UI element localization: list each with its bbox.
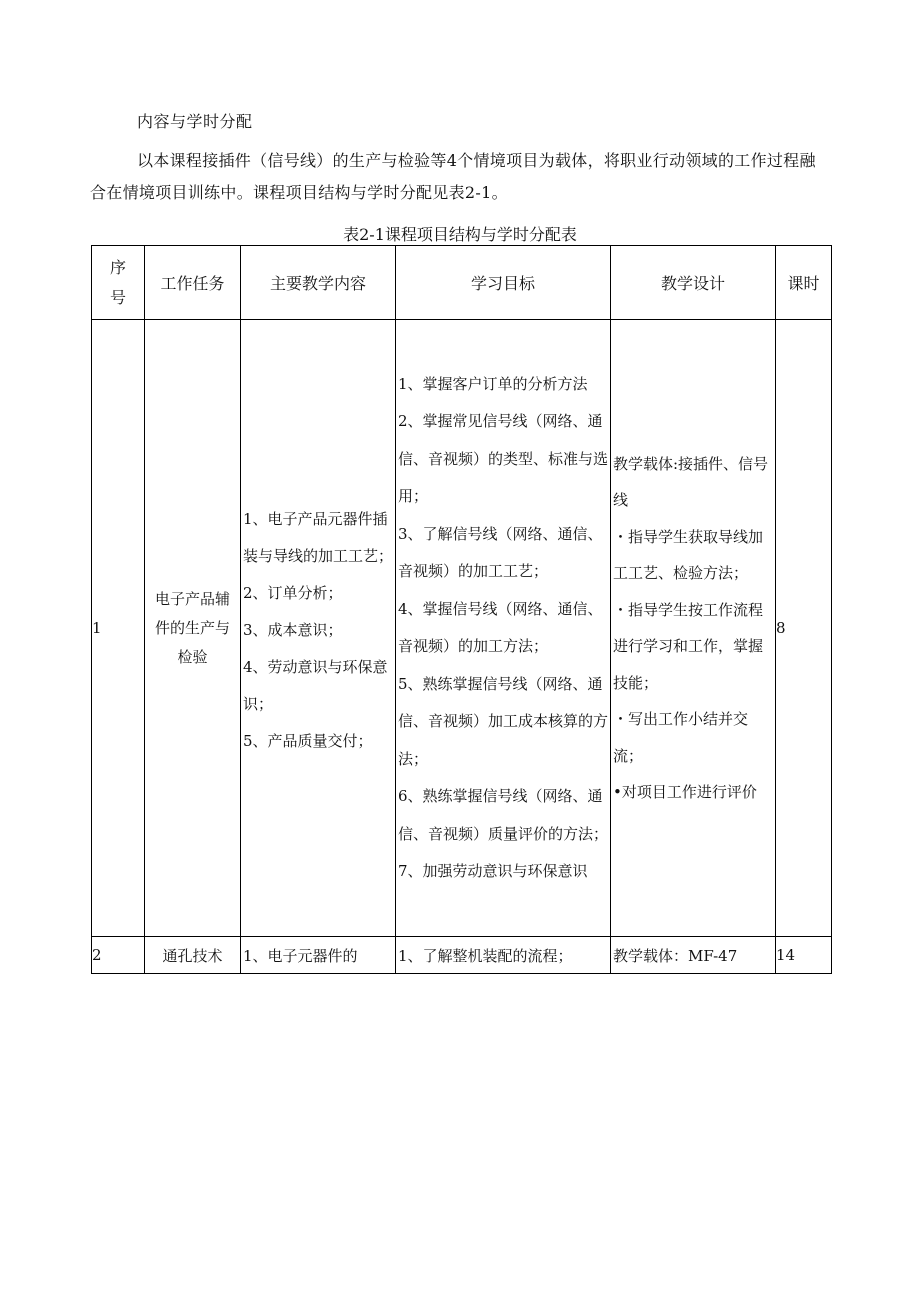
row-task-text: 电子产品辅件的生产与检验 [154,589,230,666]
design-item: ・指导学生按工作流程进行学习和工作，掌握技能； [613,600,764,692]
goal-item: 1、掌握客户订单的分析方法 [398,374,588,393]
design-item: ・指导学生获取导线加工工艺、检验方法； [613,527,764,582]
goal-item: 6、熟练掌握信号线（网络、通信、音视频）质量评价的方法； [398,787,609,843]
goal-item: 3、了解信号线（网络、通信、音视频）的加工工艺； [398,524,603,580]
goal-item: 4、掌握信号线（网络、通信、音视频）的加工方法； [398,599,603,655]
table-row [92,937,832,974]
content-item: 4、劳动意识与环保意识； [243,657,388,713]
header-task: 工作任务 [145,246,241,320]
row-goals [396,320,611,937]
table-row [92,320,832,937]
content-item: 3、成本意识； [243,620,343,639]
row-no: 2 [92,937,145,974]
intro-paragraph: 以本课程接插件（信号线）的生产与检验等4个情境项目为载体，将职业行动领域的工作过程融合在情境项目训练中。课程项目结构与学时分配见表2-1。 [90,151,816,202]
header-hours: 课时 [776,246,832,320]
header-goal: 学习目标 [396,246,611,320]
row-design: 教学载体：MF-47 [611,937,776,974]
row-task [145,320,241,937]
row-hours: 14 [776,937,832,974]
table-header-row [92,246,832,320]
design-item: ・写出工作小结并交流； [613,710,749,765]
header-design: 教学设计 [611,246,776,320]
row-hours: 8 [776,320,832,937]
design-item: 教学载体:接插件、信号线 [613,454,769,509]
header-no-line1: 序 [109,257,126,277]
section-heading: 内容与学时分配 [137,112,253,131]
row-content: 1、电子元器件的 [241,937,396,974]
course-structure-table [91,245,832,974]
row-goals: 1、了解整机装配的流程； [396,937,611,974]
content-item: 1、电子产品元器件插装与导线的加工工艺； [243,509,394,565]
header-no-line2: 号 [109,287,126,307]
content-item: 2、订单分析； [243,583,343,602]
goal-item: 2、掌握常见信号线（网络、通信、音视频）的类型、标准与选用； [398,412,609,505]
goal-item: 5、熟练掌握信号线（网络、通信、音视频）加工成本核算的方法； [398,674,609,768]
goal-item: 7、加强劳动意识与环保意识 [398,862,588,880]
row-task: 通孔技术 [145,937,241,974]
header-no [92,246,145,320]
header-content: 主要教学内容 [241,246,396,320]
row-content [241,320,396,937]
content-item: 5、产品质量交付； [243,731,373,750]
design-item: •对项目工作进行评价 [613,783,757,801]
row-design [611,320,776,937]
row-no: 1 [92,320,145,937]
table-caption: 表2-1课程项目结构与学时分配表 [343,225,577,244]
